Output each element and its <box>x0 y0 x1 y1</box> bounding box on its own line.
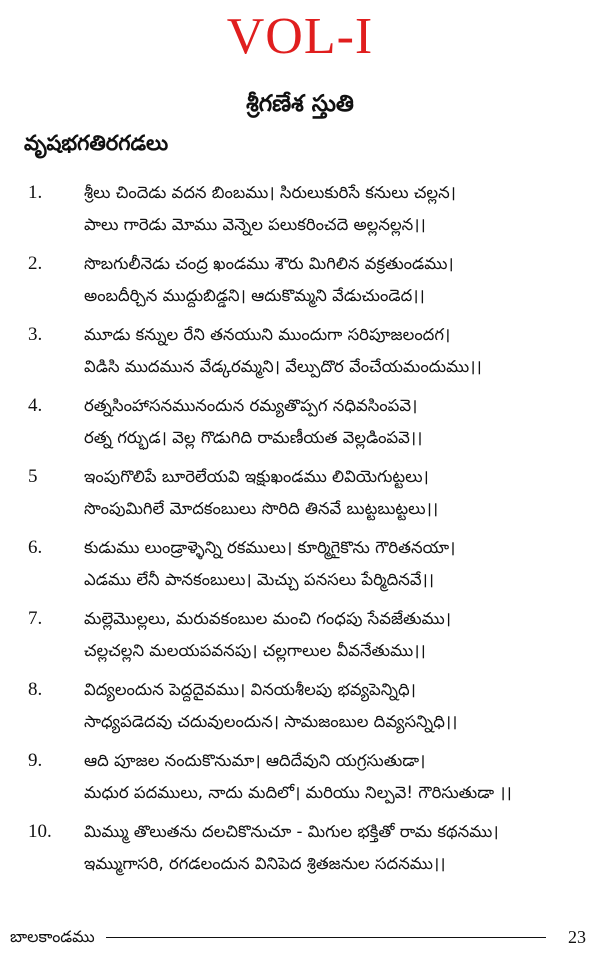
volume-title: VOL-I <box>226 8 374 65</box>
verse-3 <box>0 323 600 394</box>
verse-line-2: పాలు గారెడు మోము వెన్నెల పలుకరించదె అల్లనల్లన।। <box>84 215 426 234</box>
verse-line-1: మిమ్ము తొలుతను దలచికొనుచూ - మిగుల భక్తితో రామ కథనము। <box>84 822 499 841</box>
verse-line-2: చల్లచల్లని మలయపవనపు। చల్లగాలుల వీవనేతుము।। <box>84 641 426 660</box>
meter-heading: వృషభగతిరగడలు <box>24 131 169 155</box>
verse-number: 3. <box>28 324 43 345</box>
verse-line-1: మూడు కన్నుల రేని తనయుని ముందుగా సరిపూజలందగ। <box>84 325 451 344</box>
verse-line-1: మల్లెమొల్లలు, మరువకంబుల మంచి గంధపు సేవజేతుము। <box>84 609 451 628</box>
verse-number: 9. <box>28 750 43 771</box>
verse-number: 6. <box>28 537 43 558</box>
verse-line-1: ఇంపుగొలిపే బూరెలేయవి ఇక్షుఖండము లివియెగుట్టలు। <box>84 467 429 486</box>
verse-4 <box>0 394 600 465</box>
verse-line-2: మధుర పదములు, నాదు మదిలో। మరియు నిల్పవె! గౌరిసుతుడా ।। <box>84 783 512 802</box>
verse-line-2: విడిసి ముదమున వేడ్కరమ్మని। వేల్పుదొర వేంచేయమందుము।। <box>84 357 482 376</box>
verse-line-1: ఆది పూజల నందుకొనుమా। ఆదిదేవుని యగ్రసుతుడా। <box>84 751 426 770</box>
verse-line-2: అంబదీర్చిన ముద్దుబిడ్డని। ఆదుకొమ్మని వేడుచుండెద।। <box>84 286 425 305</box>
verse-10 <box>0 820 600 891</box>
verse-list <box>0 181 600 891</box>
verse-2 <box>0 252 600 323</box>
verse-line-1: విద్యలందున పెద్దదైవము। వినయశీలపు భవ్యపెన్నిధి। <box>84 680 416 699</box>
verse-9 <box>0 749 600 820</box>
verse-8 <box>0 678 600 749</box>
verse-line-1: కుడుము లుండ్రాళ్ళెన్ని రకములు। కూర్మిగైకొను గౌరితనయా। <box>84 538 456 557</box>
footer-divider <box>106 937 546 938</box>
verse-line-2: సొంపుమిగిలే మోదకంబులు సొరిది తినవే బుట్టబుట్టలు।। <box>84 499 439 518</box>
section-heading: శ్రీగణేశ స్తుతి <box>246 91 354 117</box>
footer-book-title: బాలకాండము <box>10 927 95 946</box>
verse-number: 7. <box>28 608 43 629</box>
verse-line-2: ఎడము లేనీ పానకంబులు। మెచ్చు పనసలు పేర్మిదినవే।। <box>84 570 435 589</box>
verse-number: 4. <box>28 395 43 416</box>
verse-line-1: రత్నసింహాసనమునందున రమ్యతొప్పగ నధివసింపవె। <box>84 396 418 415</box>
verse-line-2: ఇమ్ముగాసరి, రగడలందున వినిపెద శ్రితజనుల సదనము।। <box>84 854 446 873</box>
page-number: 23 <box>568 927 586 947</box>
verse-line-1: సొబగులీనెడు చంద్ర ఖండము శౌరు మిగిలిన వక్రతుండము। <box>84 254 454 273</box>
verse-5 <box>0 465 600 536</box>
verse-7 <box>0 607 600 678</box>
verse-number: 5 <box>28 466 38 487</box>
verse-line-2: సాధ్యపడెదవు చదువులందున। సామజంబుల దివ్యసన్నిధి।। <box>84 712 458 731</box>
verse-number: 1. <box>28 182 43 203</box>
verse-number: 8. <box>28 679 43 700</box>
verse-6 <box>0 536 600 607</box>
verse-number: 2. <box>28 253 43 274</box>
verse-1 <box>0 181 600 252</box>
verse-line-1: శ్రీలు చిందెడు వదన బింబము। సిరులుకురిసే కనులు చల్లన। <box>84 183 456 202</box>
verse-line-2: రత్న గర్భుడ। వెల్ల గొడుగిది రామణీయత వెల్లడింపవె।। <box>84 428 423 447</box>
page-footer <box>10 925 590 951</box>
verse-number: 10. <box>28 821 52 842</box>
